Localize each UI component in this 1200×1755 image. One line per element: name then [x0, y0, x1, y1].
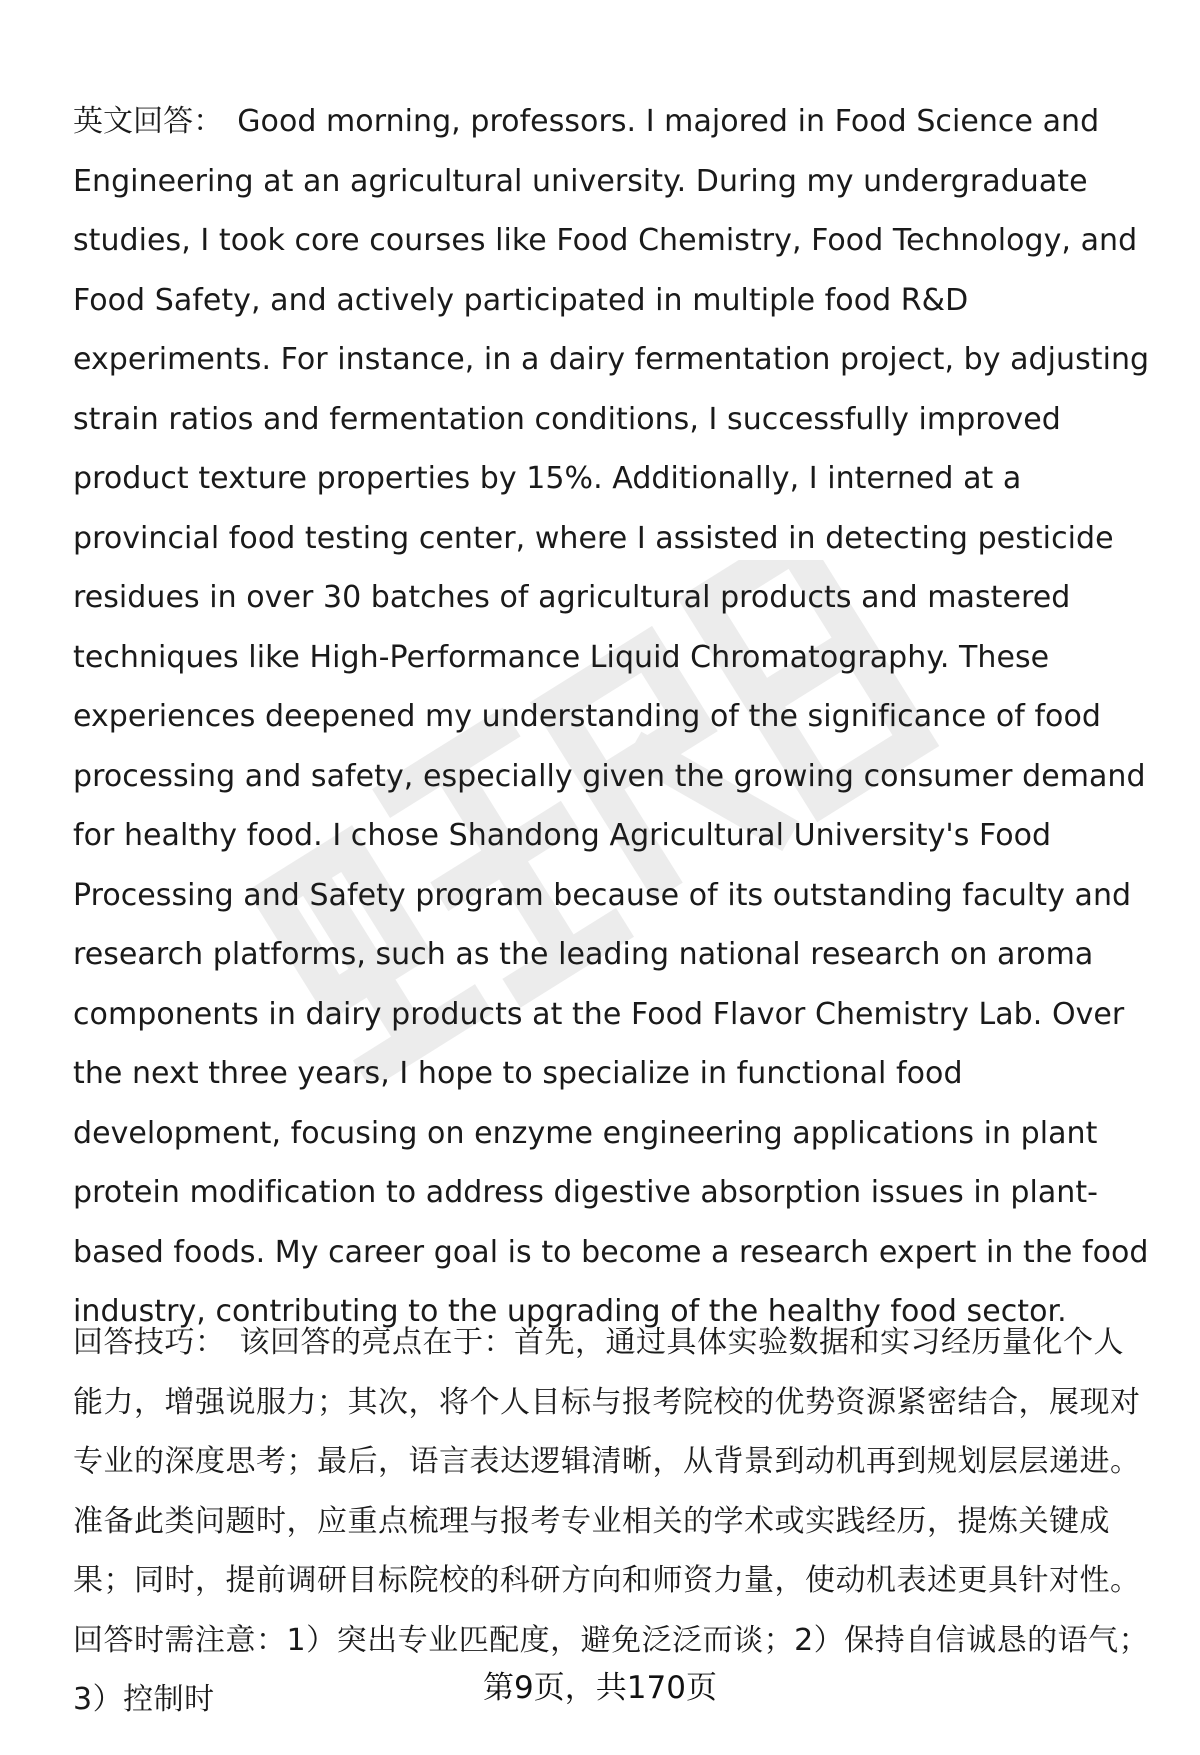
- english-answer: [73, 92, 1153, 1342]
- page-number: 第9页，共170页: [483, 1670, 717, 1706]
- answer-text: Good morning, professors. I majored in Food Science and Engineering at an agricultural university. During my undergraduate studies, I took core courses like Food Chemistry, Food Technology, and Food Safety, and actively participated in multiple food R&D experiments. For instance, in a dairy fermentation project, by adjusting strain ratios and fermentation conditions, I successfully improved product texture properties by 15%. Additionally, I interned at a provincial food testing center, where I assisted in detecting pesticide residues in over 30 batches of agricultural products and mastered techniques like High-Performance Liquid Chromatography. These experiences deepened my understanding of the significance of food processing and safety, especially given the growing consumer demand for healthy food. I chose Shandong Agricultural University's Food Processing and Safety program because of its outstanding faculty and research platforms, such as the leading national research on aroma components in dairy products at the Food Flavor Chemistry Lab. Over the next three years, I hope to specialize in functional food development, focusing on enzyme engineering applications in plant protein modification to address digestive absorption issues in plant-based foods. My career goal is to become a research expert in the food industry, contributing to the upgrading of the healthy food sector.: [73, 104, 1150, 1329]
- answer-label: 英文回答：: [73, 104, 224, 139]
- tips-label: 回答技巧：: [73, 1325, 226, 1360]
- tips-text: 该回答的亮点在于：首先，通过具体实验数据和实习经历量化个人能力，增强说服力；其次，将个人目标与报考院校的优势资源紧密结合，展现对专业的深度思考；最后，语言表达逻辑清晰，从背景到动机再到规划层层递进。准备此类问题时，应重点梳理与报考专业相关的学术或实践经历，提炼关键成果；同时，提前调研目标院校的科研方向和师资力量，使动机表述更具针对性。回答时需注意：1）突出专业匹配度，避免泛泛而谈；2）保持自信诚恳的语气；3）控制时: [73, 1325, 1150, 1717]
